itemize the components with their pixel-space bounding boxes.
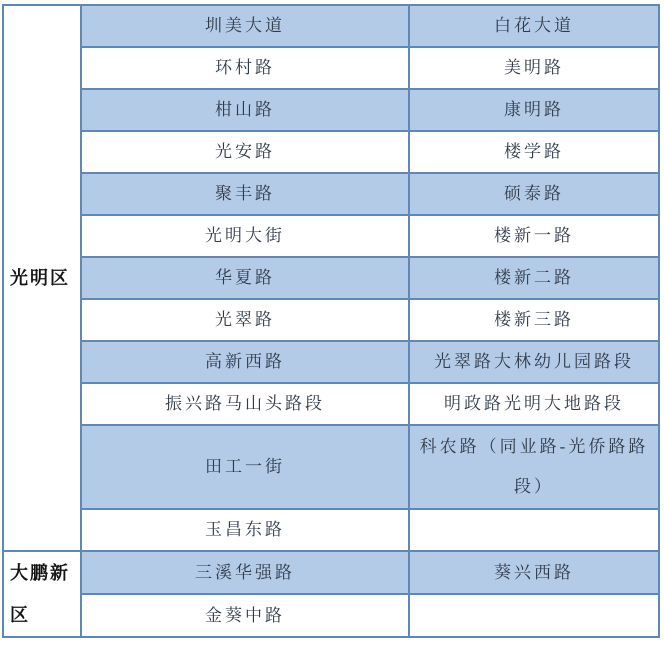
road-cell: 光安路 bbox=[81, 131, 409, 173]
road-cell bbox=[409, 594, 659, 637]
road-cell: 圳美大道 bbox=[81, 5, 409, 47]
table-row bbox=[3, 215, 659, 257]
road-cell: 振兴路马山头路段 bbox=[81, 383, 409, 425]
road-cell: 柑山路 bbox=[81, 89, 409, 131]
road-cell: 光翠路大林幼儿园路段 bbox=[409, 341, 659, 383]
road-cell: 美明路 bbox=[409, 47, 659, 89]
road-cell: 华夏路 bbox=[81, 257, 409, 299]
road-cell: 光明大街 bbox=[81, 215, 409, 257]
table-row bbox=[3, 131, 659, 173]
road-cell: 楼学路 bbox=[409, 131, 659, 173]
road-cell: 葵兴西路 bbox=[409, 551, 659, 594]
road-cell: 楼新一路 bbox=[409, 215, 659, 257]
road-cell: 楼新二路 bbox=[409, 257, 659, 299]
table-row bbox=[3, 383, 659, 425]
table-row bbox=[3, 173, 659, 215]
road-cell: 楼新三路 bbox=[409, 299, 659, 341]
road-cell: 硕泰路 bbox=[409, 173, 659, 215]
road-table bbox=[2, 4, 660, 638]
table-row bbox=[3, 594, 659, 637]
road-cell: 科农路（同业路-光侨路路段） bbox=[409, 425, 659, 509]
road-cell: 聚丰路 bbox=[81, 173, 409, 215]
road-cell: 三溪华强路 bbox=[81, 551, 409, 594]
table-row bbox=[3, 551, 659, 594]
table-row bbox=[3, 341, 659, 383]
table-row bbox=[3, 299, 659, 341]
road-cell: 金葵中路 bbox=[81, 594, 409, 637]
table-row bbox=[3, 425, 659, 509]
road-cell: 玉昌东路 bbox=[81, 509, 409, 551]
table-row bbox=[3, 257, 659, 299]
road-cell: 田工一街 bbox=[81, 425, 409, 509]
district-label-guangming: 光明区 bbox=[3, 5, 81, 551]
table-row bbox=[3, 89, 659, 131]
road-cell: 环村路 bbox=[81, 47, 409, 89]
road-cell: 明政路光明大地路段 bbox=[409, 383, 659, 425]
district-label-dapeng: 大鹏新区 bbox=[3, 551, 81, 637]
road-cell: 白花大道 bbox=[409, 5, 659, 47]
road-cell: 高新西路 bbox=[81, 341, 409, 383]
road-cell bbox=[409, 509, 659, 551]
table-row bbox=[3, 509, 659, 551]
road-cell: 康明路 bbox=[409, 89, 659, 131]
table-row bbox=[3, 5, 659, 47]
road-cell: 光翠路 bbox=[81, 299, 409, 341]
table-row bbox=[3, 47, 659, 89]
